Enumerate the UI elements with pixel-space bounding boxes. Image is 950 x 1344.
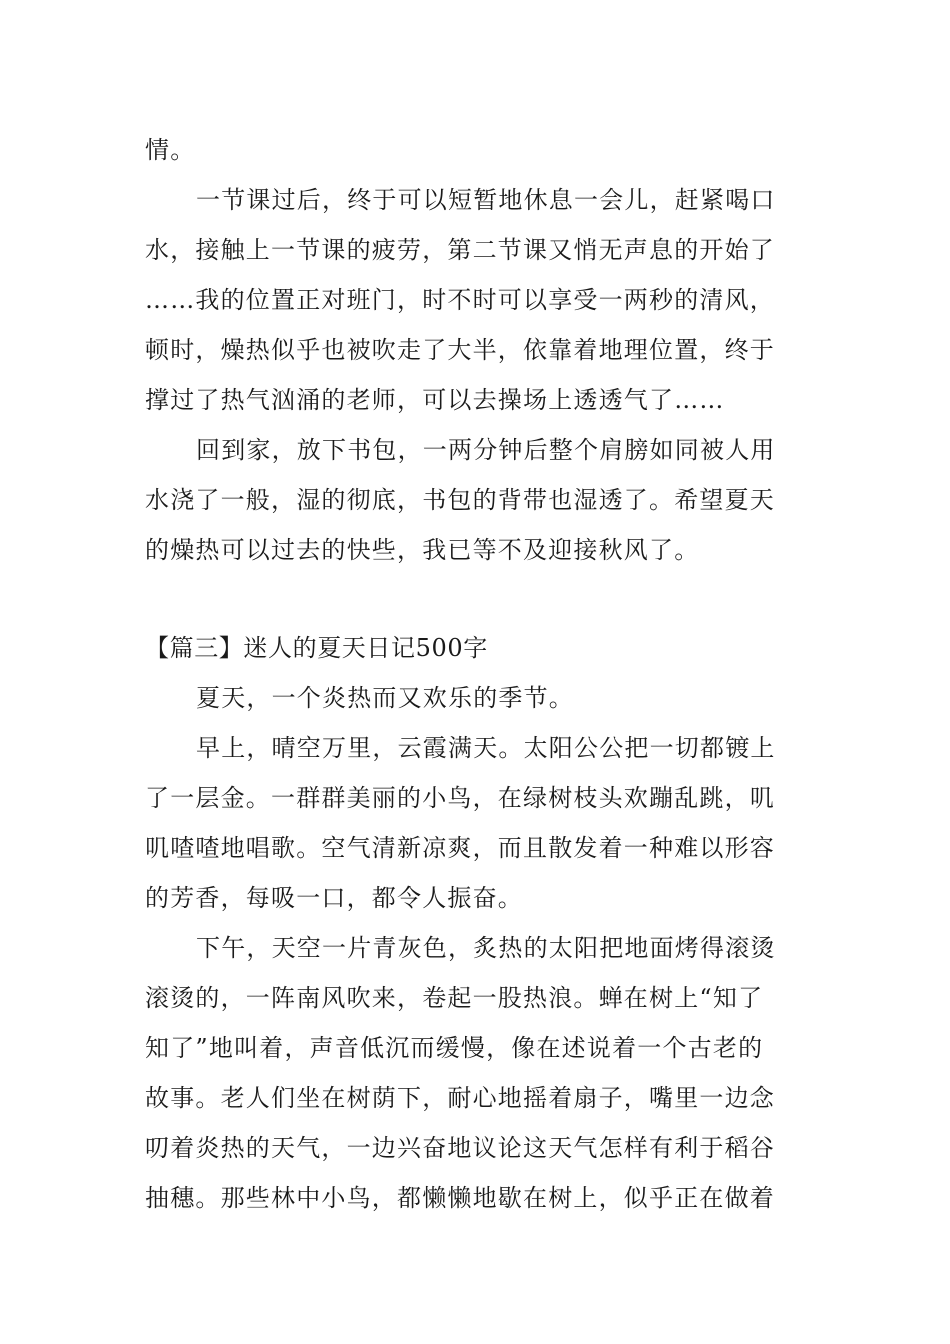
text-line: 抽穗。那些林中小鸟，都懒懒地歇在树上，似乎正在做着 xyxy=(145,1184,775,1212)
text-line: 情。 xyxy=(145,136,196,164)
section-heading: 【篇三】迷人的夏天日记500字 xyxy=(145,634,488,662)
text-line: 了一层金。一群群美丽的小鸟，在绿树枝头欢蹦乱跳，叽 xyxy=(145,784,775,812)
text-line: 回到家，放下书包，一两分钟后整个肩膀如同被人用 xyxy=(196,436,776,464)
text-line: 一节课过后，终于可以短暂地休息一会儿，赶紧喝口 xyxy=(196,186,776,214)
text-line: 夏天，一个炎热而又欢乐的季节。 xyxy=(196,684,574,712)
text-line: 故事。老人们坐在树荫下，耐心地摇着扇子，嘴里一边念 xyxy=(145,1084,775,1112)
text-line: 顿时，燥热似乎也被吹走了大半，依靠着地理位置，终于 xyxy=(145,336,775,364)
text-line: 撑过了热气汹涌的老师，可以去操场上透透气了…… xyxy=(145,386,725,414)
text-line: 知了”地叫着，声音低沉而缓慢，像在述说着一个古老的 xyxy=(145,1034,764,1062)
text-line: 早上，晴空万里，云霞满天。太阳公公把一切都镀上 xyxy=(196,734,776,762)
text-line: 水浇了一般，湿的彻底，书包的背带也湿透了。希望夏天 xyxy=(145,486,775,514)
text-line: 下午，天空一片青灰色，炙热的太阳把地面烤得滚烫 xyxy=(196,934,776,962)
text-line: 滚烫的，一阵南风吹来，卷起一股热浪。蝉在树上“知了 xyxy=(145,984,764,1012)
text-line: 的燥热可以过去的快些，我已等不及迎接秋风了。 xyxy=(145,536,700,564)
text-line: 叽喳喳地唱歌。空气清新凉爽，而且散发着一种难以形容 xyxy=(145,834,775,862)
text-line: 叨着炎热的天气，一边兴奋地议论这天气怎样有利于稻谷 xyxy=(145,1134,775,1162)
text-line: 水，接触上一节课的疲劳，第二节课又悄无声息的开始了 xyxy=(145,236,775,264)
text-line: ……我的位置正对班门，时不时可以享受一两秒的清风， xyxy=(145,286,775,314)
text-line: 的芳香，每吸一口，都令人振奋。 xyxy=(145,884,523,912)
